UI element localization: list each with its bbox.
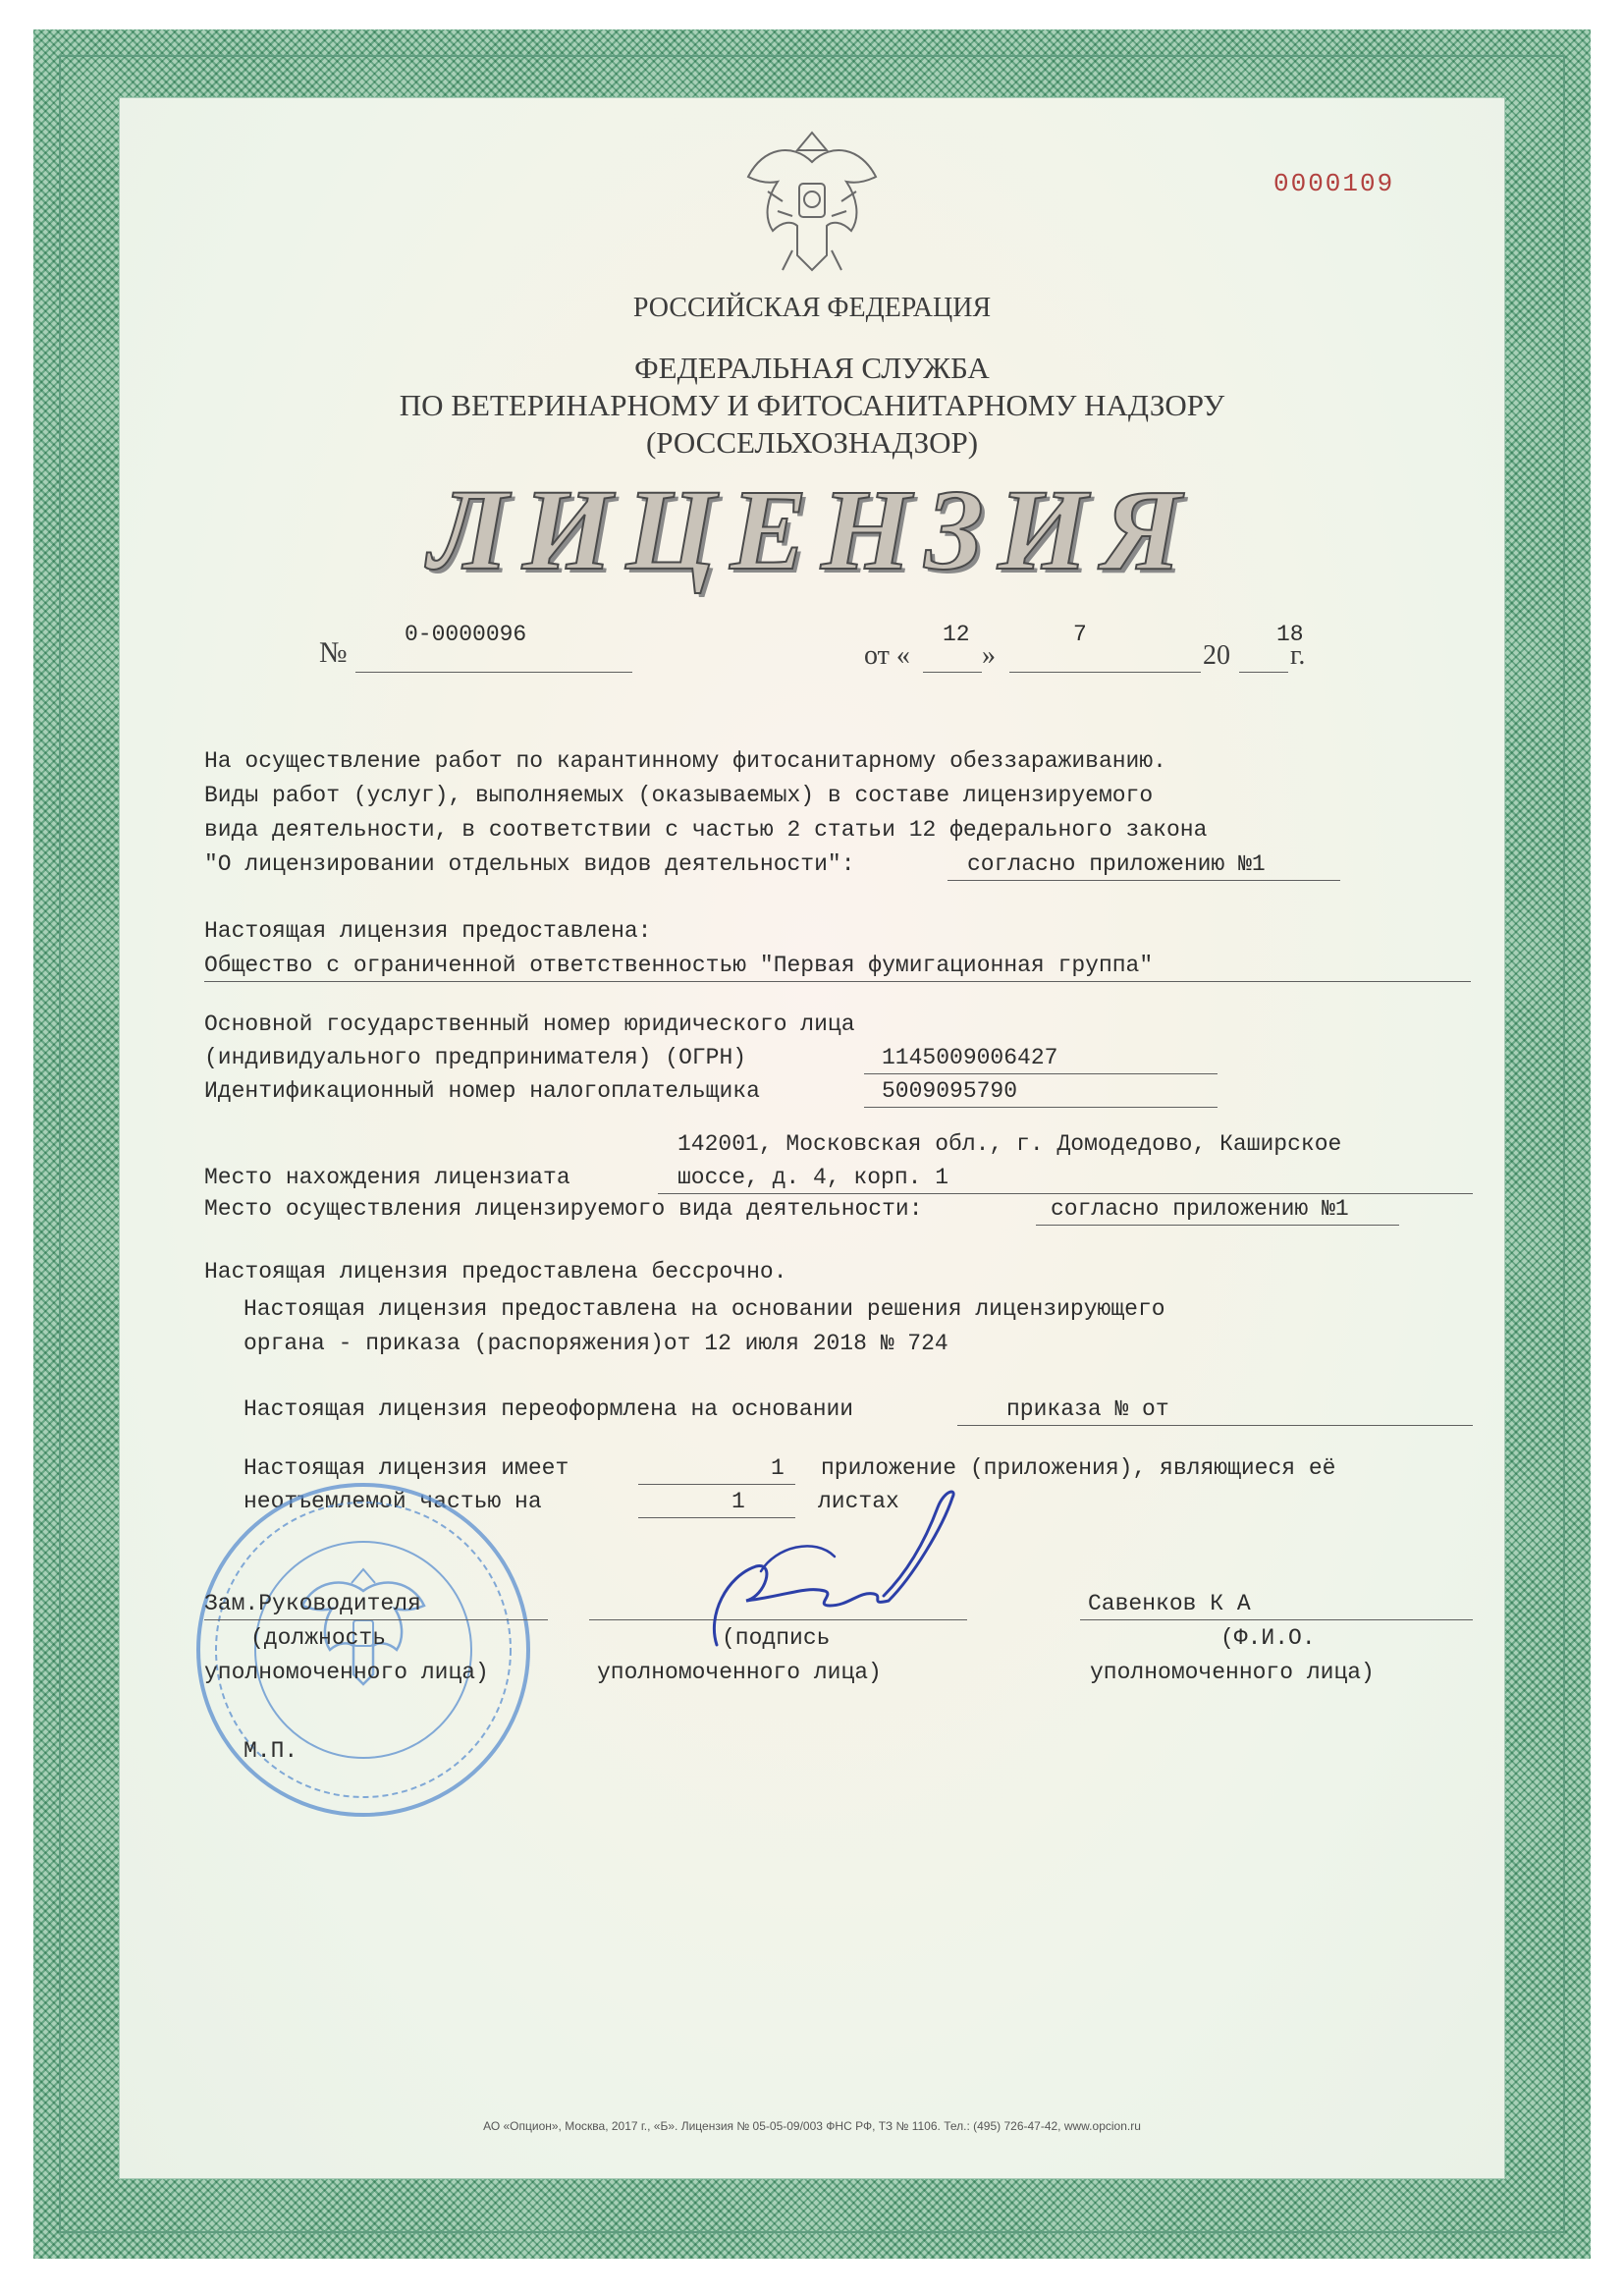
sign-caption-1: (подпись <box>722 1625 831 1651</box>
inn-label: Идентификационный номер налогоплательщика <box>204 1078 760 1104</box>
ogrn-label-2: (индивидуального предпринимателя) (ОГРН) <box>204 1045 747 1070</box>
signatory-name: Савенков К А <box>1088 1591 1251 1616</box>
licensee-label: Настоящая лицензия предоставлена: <box>204 918 652 944</box>
printer-imprint: АО «Опцион», Москва, 2017 г., «Б». Лицензия № 05-05-09/003 ФНС РФ, ТЗ № 1106. Тел.: (495) 726-47-42, www.opcion.ru <box>483 2119 1141 2133</box>
license-title: ЛИЦЕНЗИЯ <box>428 465 1196 594</box>
serial-number: 0000109 <box>1273 169 1395 198</box>
activity-line-1: На осуществление работ по карантинному фитосанитарному обеззараживанию. <box>204 748 1166 774</box>
name-caption-2: уполномоченного лица) <box>1090 1660 1375 1685</box>
date-close-quote: » <box>982 640 996 671</box>
coat-of-arms-icon <box>738 123 886 280</box>
appendix-text-2: листах <box>818 1489 899 1514</box>
activity-line-2: Виды работ (услуг), выполняемых (оказываемых) в составе лицензируемого <box>204 783 1154 808</box>
activity-line-4-label: "О лицензировании отдельных видов деятельности": <box>204 851 855 877</box>
activity-place-label: Место осуществления лицензируемого вида деятельности: <box>204 1196 923 1222</box>
activity-line-4-value: согласно приложению №1 <box>967 851 1266 877</box>
ogrn-value: 1145009006427 <box>882 1045 1058 1070</box>
appendix-label-2: неотъемлемой частью на <box>244 1489 542 1514</box>
name-caption-1: (Ф.И.О. <box>1220 1625 1316 1651</box>
seal-label: М.П. <box>244 1738 298 1764</box>
sign-caption-2: уполномоченного лица) <box>597 1660 882 1685</box>
inn-value: 5009095790 <box>882 1078 1018 1104</box>
date-day: 12 <box>943 622 970 647</box>
basis-line-1: Настоящая лицензия предоставлена на основании решения лицензирующего <box>244 1296 1165 1322</box>
appendix-sheets: 1 <box>731 1489 745 1514</box>
position-caption-1: (должность <box>250 1625 387 1651</box>
activity-place-value: согласно приложению №1 <box>1051 1196 1349 1222</box>
position-caption-2: уполномоченного лица) <box>204 1660 489 1685</box>
date-year-label: г. <box>1290 640 1306 671</box>
location-value-2: шоссе, д. 4, корп. 1 <box>677 1165 949 1190</box>
date-year-suffix: 18 <box>1276 622 1304 647</box>
country-name: РОССИЙСКАЯ ФЕДЕРАЦИЯ <box>632 293 992 323</box>
signatory-position: Зам.Руководителя <box>204 1591 421 1616</box>
ogrn-label-1: Основной государственный номер юридического лица <box>204 1011 855 1037</box>
date-year-prefix: 20 <box>1203 640 1230 671</box>
location-value-1: 142001, Московская обл., г. Домодедово, Каширское <box>677 1131 1342 1157</box>
basis-line-2: органа - приказа (распоряжения)от 12 июля 2018 № 724 <box>244 1331 948 1356</box>
license-number: 0-0000096 <box>405 622 527 647</box>
location-label: Место нахождения лицензиата <box>204 1165 570 1190</box>
appendix-count: 1 <box>771 1455 785 1481</box>
appendix-text-1: приложение (приложения), являющиеся её <box>821 1455 1336 1481</box>
appendix-label-1: Настоящая лицензия имеет <box>244 1455 569 1481</box>
agency-line-3: (РОССЕЛЬХОЗНАДЗОР) <box>645 425 979 460</box>
reissue-label: Настоящая лицензия переоформлена на основании <box>244 1396 854 1422</box>
license-term: Настоящая лицензия предоставлена бессрочно. <box>204 1259 787 1285</box>
number-label: № <box>319 636 348 669</box>
agency-line-2: ПО ВЕТЕРИНАРНОМУ И ФИТОСАНИТАРНОМУ НАДЗОРУ <box>399 388 1225 422</box>
date-month: 7 <box>1073 622 1087 647</box>
agency-line-1: ФЕДЕРАЛЬНАЯ СЛУЖБА <box>634 351 990 385</box>
activity-line-3: вида деятельности, в соответствии с частью 2 статьи 12 федерального закона <box>204 817 1208 843</box>
signature <box>687 1468 972 1684</box>
licensee-name: Общество с ограниченной ответственностью "Первая фумигационная группа" <box>204 953 1154 978</box>
reissue-value: приказа № от <box>1006 1396 1169 1422</box>
date-from-label: от « <box>864 640 910 671</box>
